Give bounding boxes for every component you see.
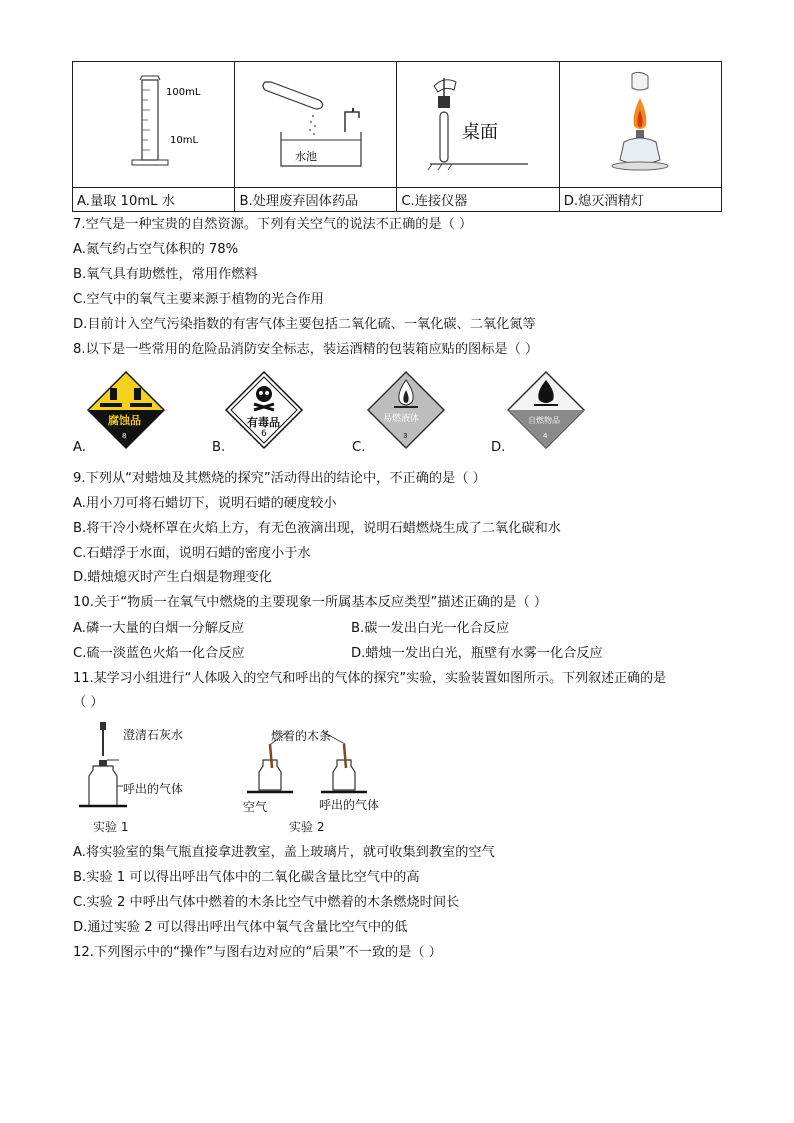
experiment-figure	[73, 720, 393, 840]
connect-cell	[397, 62, 559, 188]
q11-stem-continued: （ ）	[73, 695, 104, 710]
corrosive-sign	[86, 370, 166, 450]
lamp-cell	[559, 62, 721, 188]
q8-letter-b: B.	[212, 440, 226, 455]
experiment-2-label: 实验 2	[289, 820, 325, 834]
pool-label: 水池	[294, 149, 317, 163]
caption-b: B.处理废弃固体药品	[235, 188, 397, 212]
q10-option-b: B.碳一发出白光一化合反应	[351, 621, 510, 636]
flammable-liquid-num: 3	[403, 432, 408, 440]
spontaneous-combustion-sign	[506, 370, 586, 450]
desk-label: 桌面	[462, 121, 499, 143]
q11-stem: 11.某学习小组进行“人体吸入的空气和呼出的气体的探究”实验，实验装置如图所示。下列叙述正确的是	[73, 671, 667, 686]
caption-a: A.量取 10mL 水	[73, 188, 235, 212]
q9-option-d: D.蜡烛熄灭时产生白烟是物理变化	[73, 570, 272, 585]
caption-d: D.熄灭酒精灯	[559, 188, 721, 212]
q11-option-a: A.将实验室的集气瓶直接拿进教室，盖上玻璃片，就可收集到教室的空气	[73, 845, 495, 860]
toxic-text: 有毒品	[247, 416, 280, 429]
spontaneous-combustion-num: 4	[543, 432, 548, 440]
q8-stem: 8.以下是一些常用的危险品消防安全标志，装运酒精的包装箱应贴的图标是（ ）	[73, 342, 539, 357]
q7-option-d: D.目前计入空气污染指数的有害气体主要包括二氧化硫、一氧化碳、二氧化氮等	[73, 317, 536, 332]
q7-option-b: B.氧气具有助燃性，常用作燃料	[73, 267, 258, 282]
q11-option-d: D.通过实验 2 可以得出呼出气体中氧气含量比空气中的低	[73, 920, 408, 935]
q7-option-a: A.氮气约占空气体积的 78%	[73, 242, 239, 257]
cylinder-bottom-label: 10mL	[169, 134, 198, 146]
corrosive-text: 腐蚀品	[108, 414, 141, 427]
exhaled-gas-label-2: 呼出的气体	[319, 798, 380, 812]
cylinder-cell	[73, 62, 235, 188]
alcohol-lamp-icon	[590, 68, 690, 178]
operations-table	[72, 61, 722, 212]
q7-stem: 7.空气是一种宝贵的自然资源。下列有关空气的说法不正确的是（ ）	[73, 217, 473, 232]
q9-option-a: A.用小刀可将石蜡切下，说明石蜡的硬度较小	[73, 496, 337, 511]
q10-option-d: D.蜡烛一发出白光，瓶壁有水雾一化合反应	[351, 646, 603, 661]
air-label: 空气	[243, 800, 268, 814]
toxic-num: 6	[261, 429, 267, 439]
spontaneous-combustion-text: 自燃物品	[528, 416, 560, 425]
q8-letter-d: D.	[491, 440, 506, 455]
q9-stem: 9.下列从“对蜡烛及其燃烧的探究”活动得出的结论中，不正确的是（ ）	[73, 471, 486, 486]
caption-c: C.连接仪器	[397, 188, 559, 212]
disposal-cell	[235, 62, 397, 188]
q9-option-b: B.将干冷小烧杯罩在火焰上方，有无色液滴出现，说明石蜡燃烧生成了二氧化碳和水	[73, 521, 561, 536]
q10-stem: 10.关于“物质一在氧气中燃烧的主要现象一所属基本反应类型”描述正确的是（ ）	[73, 595, 548, 610]
exhaled-gas-label-1: 呼出的气体	[123, 782, 184, 796]
experiment-1-label: 实验 1	[93, 820, 129, 834]
connect-instrument-icon	[418, 68, 538, 178]
flammable-liquid-text: 易燃液体	[383, 414, 420, 424]
disposal-sink-icon	[241, 68, 391, 178]
limewater-label: 澄清石灰水	[123, 728, 184, 742]
corrosive-num: 8	[122, 432, 127, 440]
flammable-liquid-sign	[366, 370, 446, 450]
cylinder-top-label: 100mL	[165, 86, 201, 98]
q8-letter-a: A.	[73, 440, 86, 455]
q9-option-c: C.石蜡浮于水面，说明石蜡的密度小于水	[73, 546, 311, 561]
q10-option-c: C.硫一淡蓝色火焰一化合反应	[73, 646, 245, 661]
q11-option-c: C.实验 2 中呼出气体中燃着的木条比空气中燃着的木条燃烧时间长	[73, 895, 460, 910]
q12-stem: 12.下列图示中的“操作”与图右边对应的“后果”不一致的是（ ）	[73, 945, 442, 960]
q7-option-c: C.空气中的氧气主要来源于植物的光合作用	[73, 292, 324, 307]
q8-letter-c: C.	[352, 440, 366, 455]
q10-option-a: A.磷一大量的白烟一分解反应	[73, 621, 245, 636]
graduated-cylinder-icon	[94, 68, 214, 178]
burning-stick-label: 燃着的木条	[271, 729, 332, 743]
toxic-sign	[224, 370, 304, 450]
q11-option-b: B.实验 1 可以得出呼出气体中的二氧化碳含量比空气中的高	[73, 870, 420, 885]
